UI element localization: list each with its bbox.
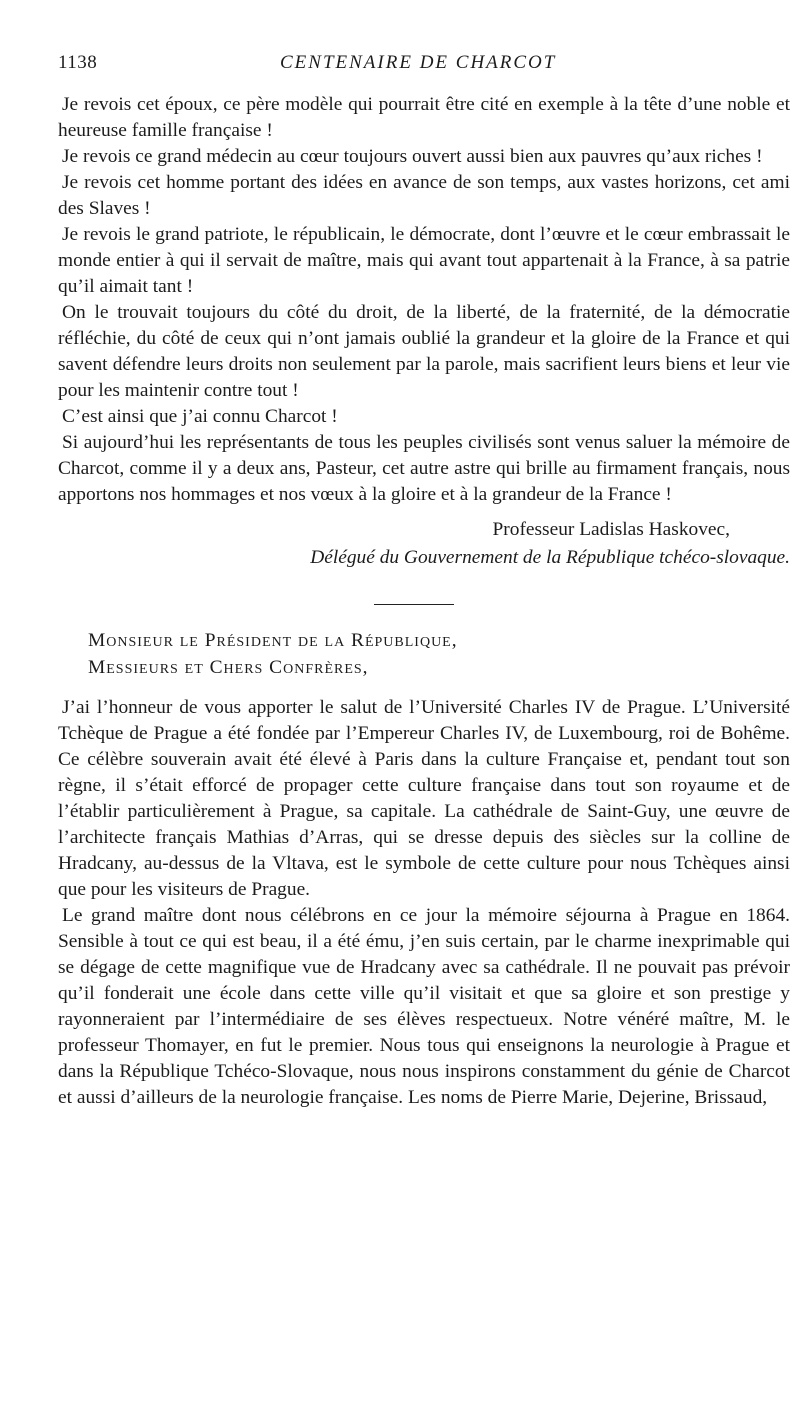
running-title: CENTENAIRE DE CHARCOT (280, 52, 557, 73)
paragraph: Je revois le grand patriote, le républicain, le démocrate, dont l’œuvre et le cœur embrassait le monde entier à qui il servait de maître, mais qui avant tout appartenait à la France, à sa patrie qu’il aimait tant ! (58, 224, 790, 297)
signature-name: Professeur Ladislas Haskovec, (492, 519, 730, 540)
running-header (58, 52, 790, 82)
letter-body-top (58, 92, 790, 508)
document-page (58, 52, 790, 1392)
section-divider (374, 604, 454, 605)
paragraph: J’ai l’honneur de vous apporter le salut de l’Université Charles IV de Prague. L’Université Tchèque de Prague a été fondée par l’Empereur Charles IV, de Luxembourg, roi de Bohême. Ce célèbre souverain avait été élevé à Paris dans la culture Française et, pendant tout son règne, il s’était efforcé de propager cette culture française dans tout son royaume et de l’établir particulièrement à Prague, sa capitale. La cathédrale de Saint-Guy, une œuvre de l’architecte français Mathias d’Arras, qui se dresse depuis des siècles sur la colline de Hradcany, au-dessus de la Vltava, est le symbole de cette culture pour nous Tchèques ainsi que pour les visiteurs de Prague. (58, 697, 790, 900)
paragraph: Je revois cet époux, ce père modèle qui pourrait être cité en exemple à la tête d’une noble et heureuse famille française ! (58, 94, 790, 141)
signature-block (58, 516, 790, 572)
paragraph: Si aujourd’hui les représentants de tous les peuples civilisés sont venus saluer la mémoire de Charcot, comme il y a deux ans, Pasteur, cet autre astre qui brille au firmament français, nous apportons nos hommages et nos vœux à la gloire et à la grandeur de la France ! (58, 432, 790, 505)
paragraph: On le trouvait toujours du côté du droit, de la liberté, de la fraternité, de la démocratie réfléchie, du côté de ceux qui n’ont jamais oublié la grandeur et la gloire de la France et qui savent défendre leurs droits non seulement par la parole, mais sacrifient leurs biens et leur vie pour les maintenir contre tout ! (58, 302, 790, 401)
paragraph: Je revois ce grand médecin au cœur toujours ouvert aussi bien aux pauvres qu’aux riches ! (62, 146, 763, 167)
salutation-line: Monsieur le Président de la République, (88, 630, 458, 651)
salutation-line: Messieurs et Chers Confrères, (88, 657, 369, 678)
letter-body-bottom (58, 695, 790, 1111)
paragraph: Le grand maître dont nous célébrons en ce jour la mémoire séjourna à Prague en 1864. Sensible à tout ce qui est beau, il a été ému, j’en suis certain, par le charme inexprimable qui se dégage de cette magnifique vue de Hradcany avec sa cathédrale. Il ne pouvait pas prévoir qu’il fonderait une école dans cette ville qu’il visitait et que sa gloire et son prestige y rayonneraient par l’intermédiaire de ses élèves respectueux. Notre vénéré maître, M. le professeur Thomayer, en fut le premier. Nous tous qui enseignons la neurologie à Prague et dans la République Tchéco-Slovaque, nous nous inspirons constamment du génie de Charcot et aussi d’ailleurs de la neurologie française. Les noms de Pierre Marie, Dejerine, Brissaud, (58, 905, 790, 1108)
paragraph: C’est ainsi que j’ai connu Charcot ! (62, 406, 338, 427)
signature-role: Délégué du Gouvernement de la République tchéco-slovaque. (310, 547, 790, 568)
salutation (58, 627, 790, 681)
page-number: 1138 (58, 52, 98, 73)
paragraph: Je revois cet homme portant des idées en avance de son temps, aux vastes horizons, cet ami des Slaves ! (58, 172, 790, 219)
